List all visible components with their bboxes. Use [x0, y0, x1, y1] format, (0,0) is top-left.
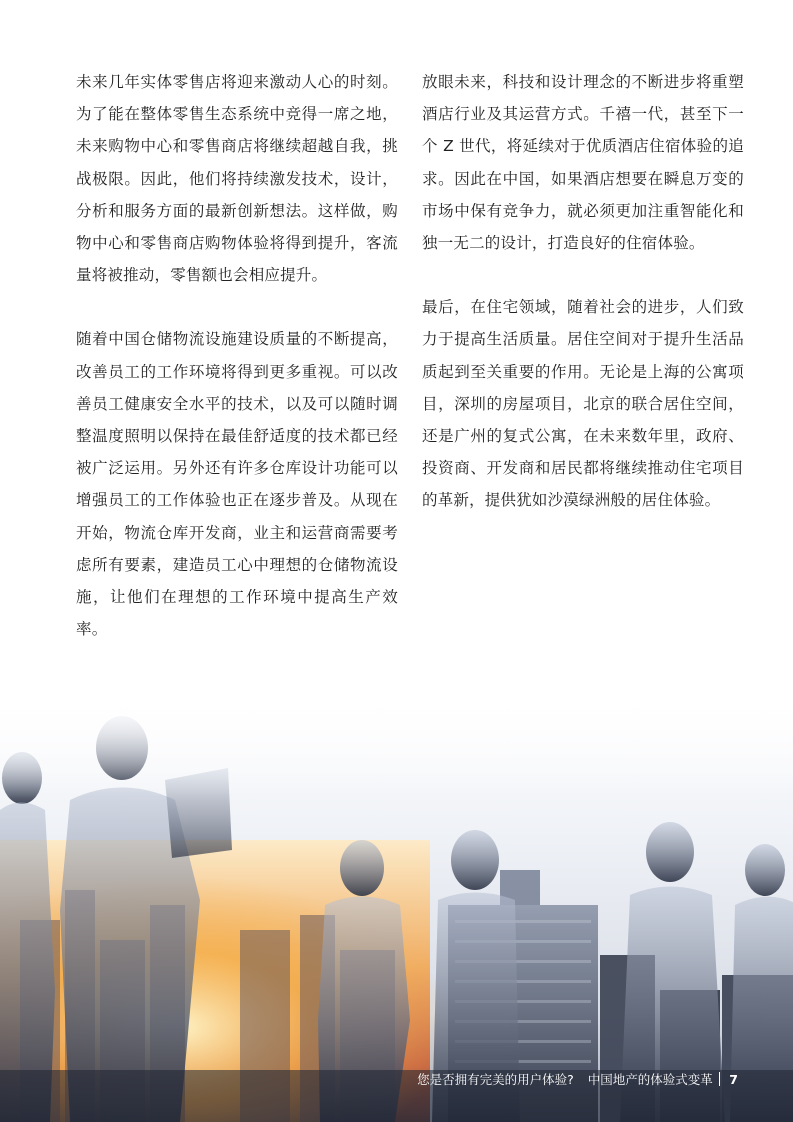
right-column — [422, 66, 744, 549]
paragraph-hotel: 放眼未来，科技和设计理念的不断进步将重塑酒店行业及其运营方式。千禧一代，甚至下一个 Z 世代，将延续对于优质酒店住宿体验的追求。因此在中国，如果酒店想要在瞬息万变的市场中保有竞争力，就必须更加注重智能化和独一无二的设计，打造良好的住宿体验。 — [422, 73, 744, 253]
paragraph-retail: 未来几年实体零售店将迎来激动人心的时刻。为了能在整体零售生态系统中竞得一席之地，未来购物中心和零售商店将继续超越自我，挑战极限。因此，他们将持续激发技术，设计，分析和服务方面的最新创新想法。这样做，购物中心和零售商店购物体验将得到提升，客流量将被推动，零售额也会相应提升。 — [76, 73, 398, 285]
left-column — [76, 66, 398, 677]
paragraph-logistics: 随着中国仓储物流设施建设质量的不断提高，改善员工的工作环境将得到更多重视。可以改善员工健康安全水平的技术，以及可以随时调整温度照明以保持在最佳舒适度的技术都已经被广泛运用。另外还有许多仓库设计功能可以增强员工的工作体验也正在逐步普及。从现在开始，物流仓库开发商，业主和运营商需要考虑所有要素，建造员工心中理想的仓储物流设施，让他们在理想的工作环境中提高生产效率。 — [76, 330, 398, 639]
footer-report-title: 您是否拥有完美的用户体验? — [417, 1072, 574, 1087]
city-skyline-photo — [0, 690, 793, 1122]
paragraph-residential: 最后，在住宅领域，随着社会的进步，人们致力于提高生活质量。居住空间对于提升生活品质起到至关重要的作用。无论是上海的公寓项目，深圳的房屋项目，北京的联合居住空间，还是广州的复式公寓，在未来数年里，政府、投资商、开发商和居民都将继续推动住宅项目的革新，提供犹如沙漠绿洲般的居住体验。 — [422, 298, 744, 510]
page-number: 7 — [729, 1071, 738, 1087]
footer-separator — [719, 1072, 721, 1086]
footer-subtitle: 中国地产的体验式变革 — [587, 1072, 713, 1087]
page-footer — [417, 1070, 738, 1088]
